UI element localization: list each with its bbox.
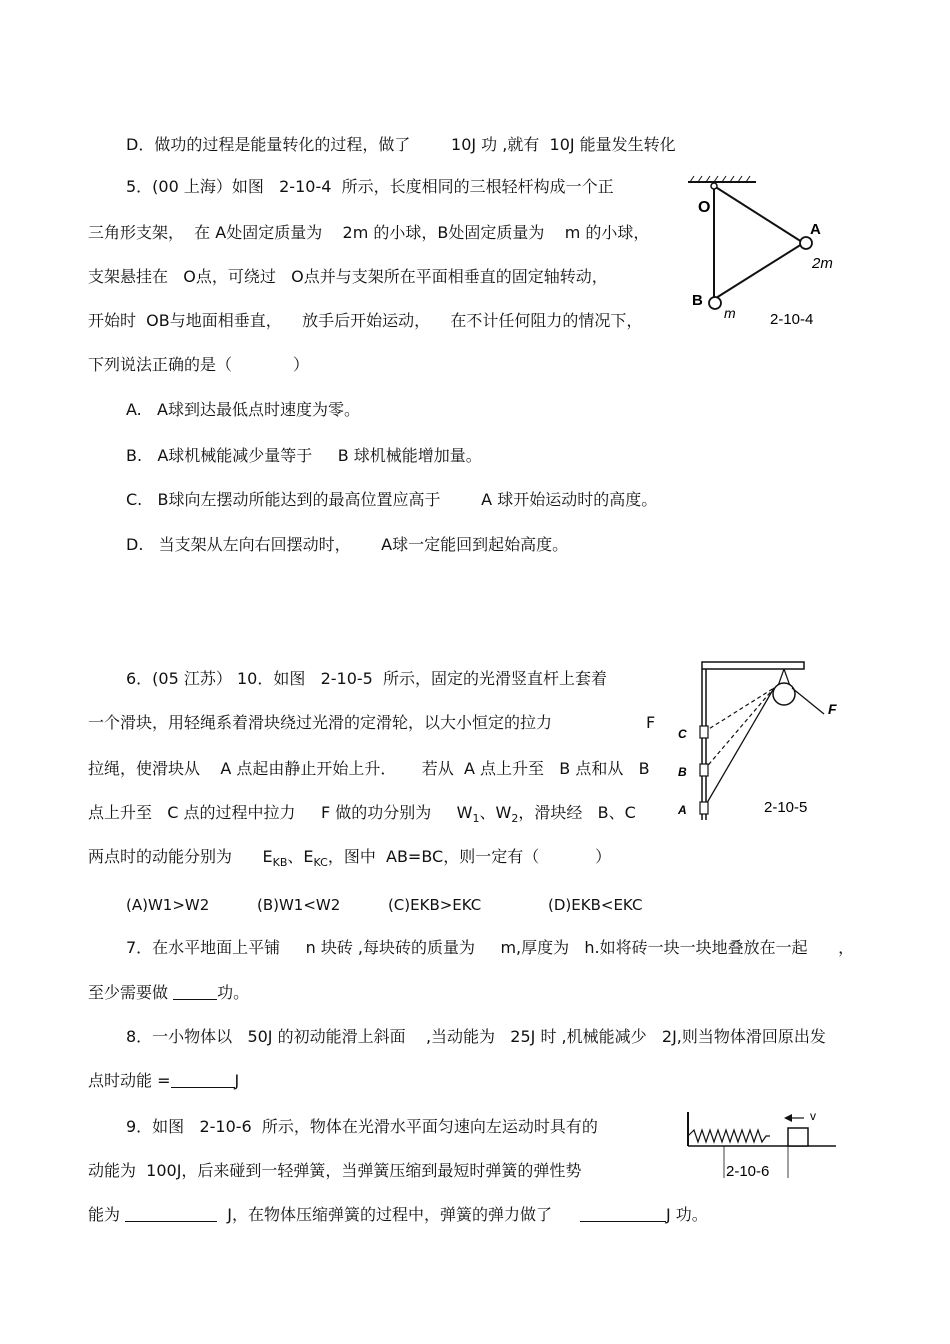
q6-line-4c: ，滑块经 B、C: [518, 803, 636, 822]
q8-line-2b: J: [234, 1071, 240, 1090]
answer-blank-q9-work[interactable]: [580, 1205, 666, 1222]
q6-line-4b: 、W: [479, 803, 512, 822]
q9-line-3c: J 功。: [666, 1205, 708, 1224]
q5-line-4: 开始时 OB与地面相垂直， 放手后开始运动， 在不计任何阻力的情况下，: [88, 311, 643, 330]
q7-line-1: 7．在水平地面上平铺 n 块砖 ,每块砖的质量为 m,厚度为 h.如将砖一块一块地叠放在一起 ，: [126, 938, 855, 957]
q4-option-d: D．做功的过程是能量转化的过程，做了 10J 功 ,就有 10J 能量发生转化: [126, 135, 676, 154]
q6-line-1: 6．(05 江苏） 10．如图 2-10-5 所示，固定的光滑竖直杆上套着: [126, 669, 608, 688]
label-c: C: [678, 727, 687, 741]
block: [788, 1128, 808, 1146]
q5-option-b: B. A球机械能减少量等于 B 球机械能增加量。: [126, 446, 482, 465]
q5-line-3: 支架悬挂在 O点，可绕过 O点并与支架所在平面相垂直的固定轴转动，: [88, 267, 608, 286]
answer-blank-q9-energy[interactable]: [125, 1205, 217, 1222]
q6-options: (A)W1>W2 (B)W1<W2 (C)EKB>EKC (D)EKB<EKC: [126, 896, 643, 914]
label-b: B: [692, 292, 703, 309]
label-b: B: [678, 765, 687, 779]
slider-a: [700, 802, 708, 814]
ball-b: [709, 297, 721, 309]
label-o: O: [698, 199, 711, 216]
q5-line-5: 下列说法正确的是（ ）: [88, 355, 310, 374]
spring: [688, 1130, 770, 1142]
figure-caption: 2-10-6: [726, 1163, 770, 1180]
q8-line-1: 8．一小物体以 50J 的初动能滑上斜面 ,当动能为 25J 时 ,机械能减少 2J,则当物体滑回原出发: [126, 1027, 826, 1046]
figure-2-10-6: [680, 1106, 840, 1182]
q8-line-2: [88, 1071, 239, 1091]
sub-2: 2: [511, 812, 519, 825]
q9-line-2: 动能为 100J，后来碰到一轻弹簧，当弹簧压缩到最短时弹簧的弹性势: [88, 1161, 582, 1180]
q6-line-5b: 、E: [287, 847, 314, 866]
figure-2-10-4: [680, 172, 860, 332]
q9-line-3b: J，在物体压缩弹簧的过程中，弹簧的弹力做了: [217, 1205, 552, 1224]
q6-line-5a: 两点时的动能分别为 E: [88, 847, 273, 866]
q7-line-2b: 功。: [217, 983, 250, 1002]
q7-line-2: [88, 983, 249, 1003]
q6-line-4a: 点上升至 C 点的过程中拉力 F 做的功分别为 W: [88, 803, 473, 822]
q9-line-3a: 能为: [88, 1205, 126, 1224]
q5-line-2: 三角形支架， 在 A处固定质量为 2m 的小球，B处固定质量为 m 的小球，: [88, 223, 650, 242]
q5-line-1: 5．(00 上海）如图 2-10-4 所示，长度相同的三根轻杆构成一个正: [126, 177, 614, 196]
slider-b: [700, 764, 708, 776]
sub-1: 1: [472, 812, 480, 825]
answer-blank-q8[interactable]: [171, 1071, 235, 1088]
label-v: v: [810, 1109, 816, 1123]
answer-blank-q7[interactable]: [173, 983, 217, 1000]
q6-line-4: [88, 803, 636, 823]
label-a: A: [810, 221, 821, 238]
pulley: [773, 683, 795, 705]
q6-line-5: [88, 847, 611, 867]
q6-line-2-f: F: [646, 713, 656, 732]
q5-option-c: C. B球向左摆动所能达到的最高位置应高于 A 球开始运动时的高度。: [126, 490, 658, 509]
q9-line-3: [88, 1205, 708, 1225]
q6-line-5c: ，图中 AB=BC，则一定有（ ）: [327, 847, 612, 866]
figure-caption: 2-10-5: [764, 799, 808, 816]
q6-line-3: 拉绳，使滑块从 A 点起由静止开始上升． 若从 A 点上升至 B 点和从 B: [88, 759, 650, 778]
sub-kc: KC: [313, 856, 328, 869]
q5-option-a: A. A球到达最低点时速度为零。: [126, 400, 360, 419]
sub-kb: KB: [272, 856, 288, 869]
figure-caption: 2-10-4: [770, 311, 814, 328]
figure-2-10-5: [668, 656, 850, 852]
q7-line-2a: 至少需要做: [88, 983, 174, 1002]
label-f: F: [828, 701, 837, 717]
q6-line-2: 一个滑块，用轻绳系着滑块绕过光滑的定滑轮，以大小恒定的拉力: [88, 713, 553, 732]
ball-a: [800, 237, 812, 249]
q5-option-d: D. 当支架从左向右回摆动时， A球一定能回到起始高度。: [126, 535, 569, 554]
slider-c: [700, 726, 708, 738]
label-a: A: [678, 803, 687, 817]
q8-line-2a: 点时动能 =: [88, 1071, 171, 1090]
label-2m: 2m: [812, 255, 833, 272]
q9-line-1: 9．如图 2-10-6 所示，物体在光滑水平面匀速向左运动时具有的: [126, 1117, 598, 1136]
label-m: m: [724, 305, 736, 321]
